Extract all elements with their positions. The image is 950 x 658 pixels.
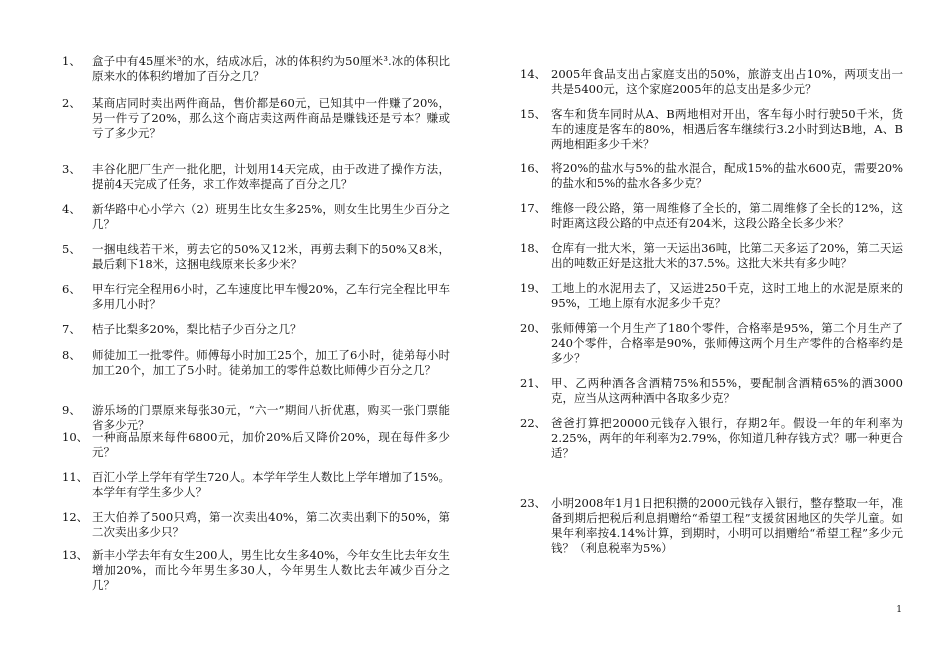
problem-number: 5、 bbox=[62, 242, 81, 256]
problem-text: 王大伯养了500只鸡，第一次卖出40%，第二次卖出剩下的50%，第二次卖出多少只？ bbox=[92, 510, 450, 539]
problem-number: 18、 bbox=[520, 241, 547, 255]
problem-text: 丰谷化肥厂生产一批化肥，计划用14天完成，由于改进了操作方法，提前4天完成了任务，求工作效率提高了百分之几？ bbox=[92, 162, 450, 191]
problem-text: 张师傅第一个月生产了180个零件，合格率是95%，第二个月生产了240个零件，合格率是90%，张师傅这两个月生产零件的合格率约是多少？ bbox=[551, 321, 903, 365]
problem-number: 16、 bbox=[520, 161, 547, 175]
problem-text: 小明2008年1月1日把积攒的2000元钱存入银行，整存整取一年，准备到期后把税后利息捐赠给“希望工程”支援贫困地区的失学儿童。如果年利率按4.14%计算，到期时，小明可以捐赠给“希望工程”多少元钱？（利息税率为5%） bbox=[551, 496, 903, 555]
problem-text: 客车和货车同时从A、B两地相对开出，客车每小时行驶50千米，货车的速度是客车的80%，相遇后客车继续行3.2小时到达B地，A、B两地相距多少千米？ bbox=[551, 107, 903, 151]
problem-number: 10、 bbox=[62, 430, 89, 444]
problem-text: 桔子比梨多20%，梨比桔子少百分之几？ bbox=[92, 322, 302, 336]
problem-number: 15、 bbox=[520, 107, 547, 121]
problem-number: 13、 bbox=[62, 548, 89, 562]
problem-text: 工地上的水泥用去了，又运进250千克，这时工地上的水泥是原来的95%，工地上原有水泥多少千克？ bbox=[551, 281, 903, 310]
problem-number: 1、 bbox=[62, 54, 81, 68]
problem-number: 11、 bbox=[62, 470, 89, 484]
problem-text: 新华路中心小学六（2）班男生比女生多25%，则女生比男生少百分之几？ bbox=[92, 202, 450, 231]
problem-number: 8、 bbox=[62, 348, 81, 362]
problem-number: 22、 bbox=[520, 416, 547, 430]
problem-text: 师徒加工一批零件。师傅每小时加工25个，加工了6小时，徒弟每小时加工20个，加工了5小时。徒弟加工的零件总数比师傅少百分之几？ bbox=[92, 348, 450, 377]
problem-number: 3、 bbox=[62, 162, 81, 176]
problem-number: 21、 bbox=[520, 376, 547, 390]
problem-number: 12、 bbox=[62, 510, 89, 524]
problem-text: 爸爸打算把20000元钱存入银行，存期2年。假设一年的年利率为2.25%，两年的年利率为2.79%，你知道几种存钱方式？哪一种更合适？ bbox=[551, 416, 903, 460]
problem-number: 19、 bbox=[520, 281, 547, 295]
problem-number: 9、 bbox=[62, 403, 81, 417]
problem-number: 7、 bbox=[62, 322, 81, 336]
problem-number: 20、 bbox=[520, 321, 547, 335]
problem-number: 14、 bbox=[520, 67, 547, 81]
problem-text: 甲、乙两种酒各含酒精75%和55%，要配制含酒精65%的酒3000克，应当从这两种酒中各取多少克？ bbox=[551, 376, 903, 405]
problem-text: 盒子中有45厘米³的水，结成冰后，冰的体积约为50厘米³.冰的体积比原来水的体积约增加了百分之几？ bbox=[92, 54, 450, 83]
problem-text: 维修一段公路，第一周维修了全长的，第二周维修了全长的12%，这时距离这段公路的中点还有204米，这段公路全长多少米？ bbox=[551, 201, 903, 230]
problem-text: 游乐场的门票原来每张30元，“六一”期间八折优惠，购买一张门票能省多少元？ bbox=[92, 403, 450, 432]
problem-number: 4、 bbox=[62, 202, 81, 216]
problem-number: 6、 bbox=[62, 282, 81, 296]
problem-number: 17、 bbox=[520, 201, 547, 215]
problem-number: 23、 bbox=[520, 496, 547, 510]
problem-text: 新丰小学去年有女生200人，男生比女生多40%，今年女生比去年女生增加20%，而比今年男生多30人，今年男生人数比去年减少百分之几？ bbox=[92, 548, 451, 592]
problem-text: 一捆电线若干米，剪去它的50%又12米，再剪去剩下的50%又8米，最后剩下18米，这捆电线原来长多少米？ bbox=[92, 242, 450, 271]
problem-text: 一种商品原来每件6800元，加价20%后又降价20%，现在每件多少元？ bbox=[92, 430, 450, 459]
problem-number: 2、 bbox=[62, 96, 81, 110]
problem-text: 某商店同时卖出两件商品，售价都是60元，已知其中一件赚了20%，另一件亏了20%，那么这个商店卖这两件商品是赚钱还是亏本？赚或亏了多少元？ bbox=[92, 96, 450, 140]
problem-text: 甲车行完全程用6小时，乙车速度比甲车慢20%，乙车行完全程比甲车多用几小时？ bbox=[92, 282, 450, 311]
problem-text: 百汇小学上学年有学生720人。本学年学生人数比上学年增加了15%。本学年有学生多少人？ bbox=[92, 470, 451, 499]
page-number: 1 bbox=[896, 605, 902, 615]
problem-text: 将20%的盐水与5%的盐水混合，配成15%的盐水600克，需要20%的盐水和5%的盐水各多少克？ bbox=[551, 161, 903, 190]
problem-text: 仓库有一批大米，第一天运出36吨，比第二天多运了20%，第二天运出的吨数正好是这批大米的37.5%。这批大米共有多少吨？ bbox=[551, 241, 903, 270]
problem-text: 2005年食品支出占家庭支出的50%，旅游支出占10%，两项支出一共是5400元，这个家庭2005年的总支出是多少元？ bbox=[551, 67, 903, 96]
